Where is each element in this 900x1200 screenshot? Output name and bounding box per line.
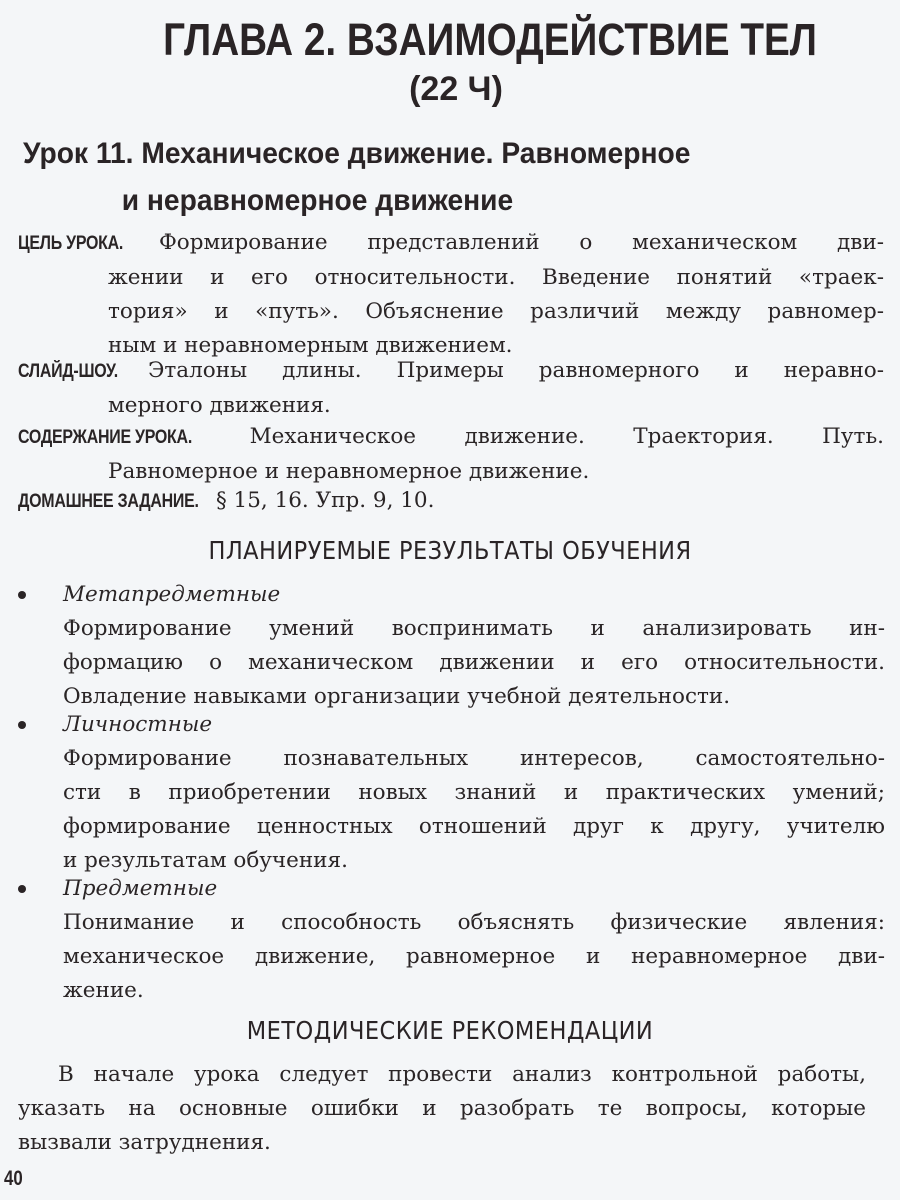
homework-text: § 15, 16. Упр. 9, 10. xyxy=(215,488,435,513)
lesson-content-line: Равномерное и неравномерное движение. xyxy=(108,459,590,484)
result-item-title: Личностные xyxy=(63,712,213,737)
recommendations-line: вызвали затруднения. xyxy=(18,1130,271,1155)
slideshow-line: Эталоны длины. Примеры равномерного и неравно- xyxy=(147,358,884,383)
bullet-icon xyxy=(18,721,26,729)
homework-label: ДОМАШНЕЕ ЗАДАНИЕ. xyxy=(18,491,199,512)
lesson-goal-line: жении и его относительности. Введение понятий «траек- xyxy=(108,265,884,290)
lesson-goal-line: ным и неравномерным движением. xyxy=(108,333,513,358)
result-item-line: Формирование умений воспринимать и анализировать ин- xyxy=(63,616,885,641)
lesson-goal xyxy=(18,226,884,363)
planned-results-heading: ПЛАНИРУЕМЫЕ РЕЗУЛЬТАТЫ ОБУЧЕНИЯ xyxy=(208,536,692,565)
result-item-line: сти в приобретении новых знаний и практических умений; xyxy=(63,780,885,805)
lesson-goal-line: тория» и «путь». Объяснение различий между равномер- xyxy=(108,299,884,324)
chapter-title: ГЛАВА 2. ВЗАИМОДЕЙСТВИЕ ТЕЛ xyxy=(163,14,817,65)
slideshow xyxy=(18,354,884,423)
page-number: 40 xyxy=(4,1167,23,1190)
lesson-content xyxy=(18,420,884,489)
lesson-goal-label: ЦЕЛЬ УРОКА. xyxy=(18,233,124,254)
recommendations-heading: МЕТОДИЧЕСКИЕ РЕКОМЕНДАЦИИ xyxy=(246,1016,654,1045)
recommendations-paragraph xyxy=(18,1058,866,1160)
lesson-title-line-2: и неравномерное движение xyxy=(121,184,514,217)
recommendations-line: указать на основные ошибки и разобрать те вопросы, которые xyxy=(18,1096,866,1121)
result-item-subject xyxy=(18,872,884,1008)
result-item-personal xyxy=(18,708,884,878)
bullet-icon xyxy=(18,885,26,893)
lesson-content-line: Механическое движение. Траектория. Путь. xyxy=(249,424,884,449)
result-item-title: Метапредметные xyxy=(63,582,281,607)
lesson-goal-line: Формирование представлений о механическом дви- xyxy=(158,230,884,255)
bullet-icon xyxy=(18,591,26,599)
result-item-title: Предметные xyxy=(63,876,218,901)
lesson-title-line-1: Урок 11. Механическое движение. Равномерное xyxy=(23,137,691,170)
slideshow-label: СЛАЙД-ШОУ. xyxy=(18,361,118,382)
lesson-content-label: СОДЕРЖАНИЕ УРОКА. xyxy=(18,427,193,448)
homework xyxy=(18,484,884,519)
result-item-line: жение. xyxy=(63,978,144,1003)
slideshow-line: мерного движения. xyxy=(108,393,331,418)
recommendations-line: В начале урока следует провести анализ контрольной работы, xyxy=(58,1062,866,1087)
result-item-line: Формирование познавательных интересов, самостоятельно- xyxy=(63,746,885,771)
result-item-line: формацию о механическом движении и его относительности. xyxy=(63,650,885,675)
result-item-line: Понимание и способность объяснять физические явления: xyxy=(63,910,885,935)
result-item-line: и результатам обучения. xyxy=(63,848,348,873)
result-item-metasubject xyxy=(18,578,884,714)
result-item-line: формирование ценностных отношений друг к другу, учителю xyxy=(63,814,885,839)
chapter-hours: (22 Ч) xyxy=(409,70,503,108)
result-item-line: Овладение навыками организации учебной деятельности. xyxy=(63,684,731,709)
lesson-title xyxy=(23,130,831,224)
result-item-line: механическое движение, равномерное и неравномерное дви- xyxy=(63,944,885,969)
